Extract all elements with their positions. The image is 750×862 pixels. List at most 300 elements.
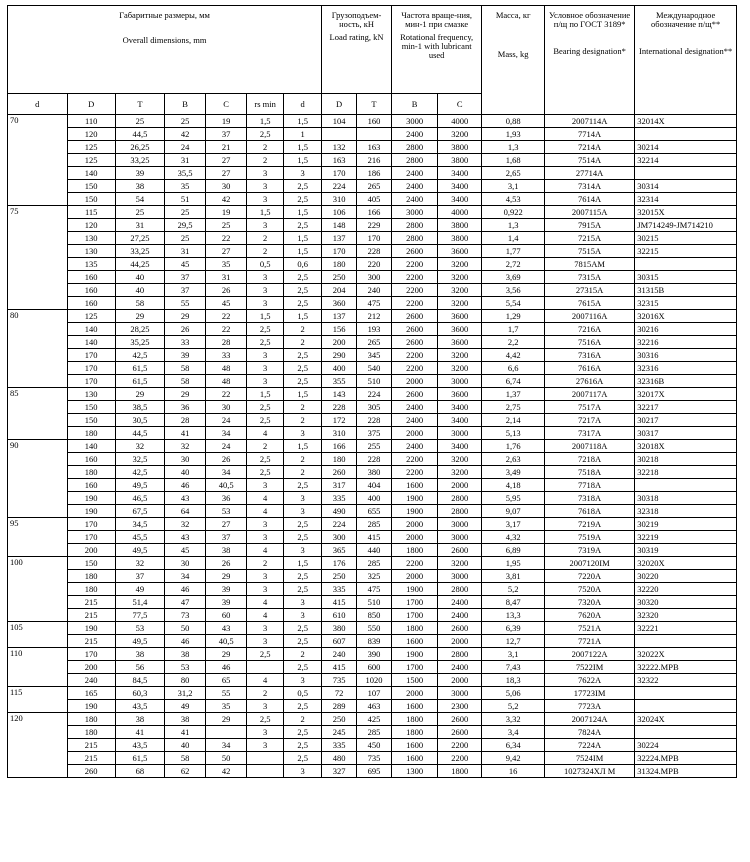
T-cell: 29: [115, 310, 164, 323]
d2-cell: 2: [284, 323, 322, 336]
table-row: [8, 492, 737, 505]
T-cell: 49,5: [115, 635, 164, 648]
table-row: [8, 232, 737, 245]
designation-cell: 7214A: [544, 141, 634, 154]
load-D-cell: 260: [322, 466, 357, 479]
load-D-cell: 400: [322, 362, 357, 375]
T-cell: 33,25: [115, 245, 164, 258]
freq-B-cell: 2600: [391, 323, 437, 336]
d2-cell: 2,5: [284, 349, 322, 362]
load-T-cell: 220: [357, 258, 392, 271]
D-cell: 140: [67, 336, 115, 349]
mass-cell: 4,18: [482, 479, 545, 492]
d2-cell: 2,5: [284, 531, 322, 544]
freq-C-cell: 4000: [438, 206, 482, 219]
international-cell: 32315: [635, 297, 737, 310]
table-row: [8, 765, 737, 778]
international-cell: 32220: [635, 583, 737, 596]
T-cell: 32,5: [115, 453, 164, 466]
bore-diameter-cell: 105: [8, 622, 68, 648]
mass-cell: 3,56: [482, 284, 545, 297]
international-cell: 30218: [635, 453, 737, 466]
d2-cell: 2: [284, 713, 322, 726]
B-cell: 38: [165, 648, 206, 661]
freq-B-cell: 2200: [391, 297, 437, 310]
freq-C-cell: 3400: [438, 193, 482, 206]
C-cell: 21: [206, 141, 247, 154]
designation-header-ru: Условное обозначение п/щ по ГОСТ 3189*: [549, 10, 631, 29]
B-cell: 42: [165, 128, 206, 141]
table-row: [8, 414, 737, 427]
international-cell: 32215: [635, 245, 737, 258]
C-cell: 27: [206, 167, 247, 180]
freq-B-cell: 2400: [391, 440, 437, 453]
C-cell: 60: [206, 609, 247, 622]
freq-C-cell: 2600: [438, 544, 482, 557]
designation-cell: 2007120IM: [544, 557, 634, 570]
mass-cell: 8,47: [482, 596, 545, 609]
load-D-cell: 607: [322, 635, 357, 648]
T-cell: 61,5: [115, 375, 164, 388]
rs-min-cell: 4: [247, 609, 284, 622]
international-cell: 30320: [635, 596, 737, 609]
rs-min-cell: 3: [247, 531, 284, 544]
freq-C-cell: 2000: [438, 674, 482, 687]
C-cell: 40,5: [206, 635, 247, 648]
rs-min-cell: 4: [247, 427, 284, 440]
d2-cell: 2,5: [284, 583, 322, 596]
C-cell: 43: [206, 622, 247, 635]
mass-cell: 5,06: [482, 687, 545, 700]
mass-cell: 4,42: [482, 349, 545, 362]
C-cell: 39: [206, 583, 247, 596]
international-cell: 30319: [635, 544, 737, 557]
rs-min-cell: 2,5: [247, 128, 284, 141]
T-cell: 27,25: [115, 232, 164, 245]
table-row: [8, 323, 737, 336]
d2-cell: 2,5: [284, 661, 322, 674]
d2-cell: 3: [284, 674, 322, 687]
freq-B-cell: 2600: [391, 245, 437, 258]
load-D-cell: 250: [322, 271, 357, 284]
d2-cell: 2,5: [284, 284, 322, 297]
T-cell: 30,5: [115, 414, 164, 427]
mass-header-ru: Масса, кг: [495, 10, 531, 20]
C-cell: 33: [206, 349, 247, 362]
mass-cell: 1,29: [482, 310, 545, 323]
freq-C-cell: 3800: [438, 154, 482, 167]
D-cell: 130: [67, 245, 115, 258]
D-cell: 150: [67, 401, 115, 414]
designation-cell: 7517A: [544, 401, 634, 414]
designation-cell: 2007118A: [544, 440, 634, 453]
freq-C-cell: 3200: [438, 297, 482, 310]
T-cell: 29: [115, 388, 164, 401]
load-D-cell: 335: [322, 583, 357, 596]
T-cell: 61,5: [115, 752, 164, 765]
mass-cell: 5,54: [482, 297, 545, 310]
T-cell: 34,5: [115, 518, 164, 531]
T-cell: 41: [115, 726, 164, 739]
T-cell: 32: [115, 557, 164, 570]
load-T-cell: 404: [357, 479, 392, 492]
international-cell: 32224.MPB: [635, 752, 737, 765]
freq-B-cell: 1900: [391, 492, 437, 505]
rs-min-cell: 2,5: [247, 453, 284, 466]
B-cell: 31: [165, 154, 206, 167]
international-cell: [635, 128, 737, 141]
load-D-cell: 245: [322, 726, 357, 739]
load-D-cell: 360: [322, 297, 357, 310]
d2-cell: 3: [284, 427, 322, 440]
load-T-cell: 400: [357, 492, 392, 505]
d2-cell: 1: [284, 128, 322, 141]
B-cell: 43: [165, 531, 206, 544]
d2-cell: 2: [284, 453, 322, 466]
freq-B-cell: 2400: [391, 401, 437, 414]
T-cell: 42,5: [115, 349, 164, 362]
bore-diameter-cell: 90: [8, 440, 68, 518]
international-cell: 32316B: [635, 375, 737, 388]
freq-C-cell: 3200: [438, 349, 482, 362]
table-row: [8, 167, 737, 180]
load-header: [322, 6, 392, 94]
T-cell: 35,25: [115, 336, 164, 349]
designation-cell: 7618A: [544, 505, 634, 518]
B-cell: 31,2: [165, 687, 206, 700]
rs-min-cell: 2,5: [247, 713, 284, 726]
freq-B-cell: 2800: [391, 219, 437, 232]
dimensions-header: [8, 6, 322, 94]
international-cell: 32216: [635, 336, 737, 349]
d2-cell: 0,5: [284, 687, 322, 700]
d2-cell: 3: [284, 544, 322, 557]
table-row: [8, 726, 737, 739]
D-cell: 125: [67, 141, 115, 154]
freq-C-cell: 2400: [438, 661, 482, 674]
freq-B-cell: 1800: [391, 544, 437, 557]
mass-cell: 2,75: [482, 401, 545, 414]
d2-cell: 2,5: [284, 518, 322, 531]
rs-min-cell: 3: [247, 362, 284, 375]
international-cell: 30220: [635, 570, 737, 583]
B-cell: 40: [165, 466, 206, 479]
designation-cell: 7615A: [544, 297, 634, 310]
table-row: [8, 115, 737, 128]
rs-min-cell: 3: [247, 726, 284, 739]
designation-cell: 1772ЗIM: [544, 687, 634, 700]
load-D-cell: 355: [322, 375, 357, 388]
table-row: [8, 674, 737, 687]
freq-C-cell: 3200: [438, 258, 482, 271]
international-cell: 32020X: [635, 557, 737, 570]
designation-cell: 7723A: [544, 700, 634, 713]
table-row: [8, 531, 737, 544]
T-cell: 53: [115, 622, 164, 635]
C-cell: 50: [206, 752, 247, 765]
d2-cell: 1,5: [284, 206, 322, 219]
freq-B-cell: 2600: [391, 336, 437, 349]
C-cell: 27: [206, 154, 247, 167]
international-cell: 30316: [635, 349, 737, 362]
table-row: [8, 310, 737, 323]
B-cell: 25: [165, 115, 206, 128]
d2-cell: 3: [284, 765, 322, 778]
freq-C-cell: 2800: [438, 583, 482, 596]
d2-cell: 2,5: [284, 180, 322, 193]
freq-C-cell: 2300: [438, 700, 482, 713]
B-cell: 30: [165, 557, 206, 570]
mass-cell: 3,1: [482, 648, 545, 661]
B-cell: 46: [165, 635, 206, 648]
d2-cell: 0,6: [284, 258, 322, 271]
d2-cell: 2,5: [284, 739, 322, 752]
freq-B-cell: 1600: [391, 479, 437, 492]
international-cell: 30224: [635, 739, 737, 752]
T-cell: 56: [115, 661, 164, 674]
freq-C-cell: 2600: [438, 622, 482, 635]
mass-cell: 1,3: [482, 219, 545, 232]
mass-cell: 3,1: [482, 180, 545, 193]
B-cell: 29: [165, 388, 206, 401]
D-cell: 165: [67, 687, 115, 700]
international-cell: JM714249-JM714210: [635, 219, 737, 232]
table-row: [8, 544, 737, 557]
designation-cell: 7520A: [544, 583, 634, 596]
B-cell: 25: [165, 206, 206, 219]
D-cell: 240: [67, 674, 115, 687]
d2-cell: 2: [284, 401, 322, 414]
designation-cell: 7216A: [544, 323, 634, 336]
designation-cell: 7815AM: [544, 258, 634, 271]
load-T-cell: 228: [357, 245, 392, 258]
rs-min-cell: 3: [247, 219, 284, 232]
subheader-C: C: [206, 94, 247, 115]
load-T-cell: 300: [357, 271, 392, 284]
freq-B-cell: 2400: [391, 193, 437, 206]
frequency-header: [391, 6, 481, 94]
d2-cell: 1,5: [284, 245, 322, 258]
bore-diameter-cell: 85: [8, 388, 68, 440]
freq-B-cell: 1800: [391, 622, 437, 635]
rs-min-cell: 2: [247, 687, 284, 700]
freq-B-cell: 3000: [391, 115, 437, 128]
bore-diameter-cell: 80: [8, 310, 68, 388]
freq-C-cell: 3200: [438, 271, 482, 284]
d2-cell: 2,5: [284, 726, 322, 739]
freq-B-cell: 2600: [391, 310, 437, 323]
D-cell: 160: [67, 479, 115, 492]
international-cell: 30314: [635, 180, 737, 193]
rs-min-cell: 4: [247, 544, 284, 557]
load-T-cell: 255: [357, 440, 392, 453]
designation-cell: 7714A: [544, 128, 634, 141]
freq-B-cell: 2400: [391, 167, 437, 180]
freq-B-cell: 2000: [391, 518, 437, 531]
mass-cell: 3,32: [482, 713, 545, 726]
C-cell: 34: [206, 427, 247, 440]
load-T-cell: 285: [357, 557, 392, 570]
load-D-cell: 204: [322, 284, 357, 297]
C-cell: 48: [206, 362, 247, 375]
table-row: [8, 258, 737, 271]
load-D-cell: 335: [322, 739, 357, 752]
B-cell: 26: [165, 323, 206, 336]
mass-cell: 3,4: [482, 726, 545, 739]
T-cell: 51,4: [115, 596, 164, 609]
D-cell: 180: [67, 427, 115, 440]
table-row: [8, 466, 737, 479]
mass-cell: 6,39: [482, 622, 545, 635]
freq-C-cell: 2400: [438, 609, 482, 622]
freq-C-cell: 3200: [438, 557, 482, 570]
D-cell: 200: [67, 661, 115, 674]
freq-B-cell: 2200: [391, 349, 437, 362]
international-cell: [635, 258, 737, 271]
C-cell: 37: [206, 128, 247, 141]
international-cell: 30219: [635, 518, 737, 531]
mass-cell: 0,88: [482, 115, 545, 128]
designation-cell: 2007115A: [544, 206, 634, 219]
load-T-cell: 415: [357, 531, 392, 544]
load-T-cell: 240: [357, 284, 392, 297]
B-cell: 39: [165, 349, 206, 362]
freq-B-cell: 1600: [391, 700, 437, 713]
load-T-cell: 380: [357, 466, 392, 479]
B-cell: 34: [165, 570, 206, 583]
C-cell: 53: [206, 505, 247, 518]
mass-cell: 2,72: [482, 258, 545, 271]
rs-min-cell: [247, 765, 284, 778]
designation-cell: 7518A: [544, 466, 634, 479]
international-cell: 31315B: [635, 284, 737, 297]
C-cell: 36: [206, 492, 247, 505]
load-T-cell: 285: [357, 726, 392, 739]
bore-diameter-cell: 75: [8, 206, 68, 310]
B-cell: 29,5: [165, 219, 206, 232]
load-T-cell: 166: [357, 206, 392, 219]
frequency-header-en: Rotational frequency, min-1 with lubricant used: [400, 31, 474, 60]
B-cell: 40: [165, 739, 206, 752]
d2-cell: 1,5: [284, 557, 322, 570]
D-cell: 215: [67, 739, 115, 752]
D-cell: 160: [67, 271, 115, 284]
table-row: [8, 440, 737, 453]
load-T-cell: 325: [357, 570, 392, 583]
mass-cell: 16: [482, 765, 545, 778]
designation-cell: 7314A: [544, 180, 634, 193]
freq-B-cell: 2800: [391, 232, 437, 245]
load-D-cell: 310: [322, 427, 357, 440]
table-row: [8, 596, 737, 609]
subheader-D: D: [67, 94, 115, 115]
load-D-cell: 224: [322, 180, 357, 193]
load-D-cell: 132: [322, 141, 357, 154]
C-cell: 28: [206, 336, 247, 349]
C-cell: 34: [206, 466, 247, 479]
d2-cell: 2: [284, 466, 322, 479]
dimensions-header-en: Overall dimensions, mm: [122, 34, 207, 45]
C-cell: 19: [206, 206, 247, 219]
designation-cell: 7514A: [544, 154, 634, 167]
load-D-cell: 335: [322, 492, 357, 505]
freq-B-cell: 2200: [391, 362, 437, 375]
mass-cell: 1,7: [482, 323, 545, 336]
T-cell: 40: [115, 271, 164, 284]
D-cell: 180: [67, 583, 115, 596]
mass-cell: 6,34: [482, 739, 545, 752]
freq-C-cell: 3200: [438, 466, 482, 479]
mass-cell: 7,43: [482, 661, 545, 674]
designation-cell: 7224A: [544, 739, 634, 752]
subheader-load-T: T: [357, 94, 392, 115]
B-cell: 73: [165, 609, 206, 622]
load-T-cell: 510: [357, 596, 392, 609]
rs-min-cell: 3: [247, 635, 284, 648]
C-cell: 65: [206, 674, 247, 687]
bore-diameter-cell: 100: [8, 557, 68, 622]
d2-cell: 3: [284, 596, 322, 609]
rs-min-cell: 2: [247, 557, 284, 570]
freq-B-cell: 2000: [391, 427, 437, 440]
mass-cell: 3,17: [482, 518, 545, 531]
table-row: [8, 128, 737, 141]
T-cell: 44,5: [115, 128, 164, 141]
designation-cell: 2007117A: [544, 388, 634, 401]
B-cell: 38: [165, 713, 206, 726]
d2-cell: 1,5: [284, 154, 322, 167]
D-cell: 150: [67, 557, 115, 570]
freq-C-cell: 2800: [438, 505, 482, 518]
T-cell: 38,5: [115, 401, 164, 414]
d2-cell: 2: [284, 414, 322, 427]
D-cell: 215: [67, 752, 115, 765]
load-T-cell: 186: [357, 167, 392, 180]
freq-C-cell: 3800: [438, 219, 482, 232]
table-row: [8, 180, 737, 193]
load-T-cell: 212: [357, 310, 392, 323]
load-D-cell: 240: [322, 648, 357, 661]
rs-min-cell: 1,5: [247, 206, 284, 219]
C-cell: 40,5: [206, 479, 247, 492]
B-cell: 24: [165, 141, 206, 154]
D-cell: 120: [67, 128, 115, 141]
designation-cell: 7522IM: [544, 661, 634, 674]
C-cell: 42: [206, 193, 247, 206]
freq-C-cell: 3200: [438, 128, 482, 141]
load-D-cell: 170: [322, 245, 357, 258]
load-T-cell: 193: [357, 323, 392, 336]
freq-B-cell: 2000: [391, 531, 437, 544]
d2-cell: 2,5: [284, 479, 322, 492]
international-cell: 32015X: [635, 206, 737, 219]
D-cell: 140: [67, 323, 115, 336]
freq-B-cell: 1800: [391, 726, 437, 739]
load-D-cell: 180: [322, 453, 357, 466]
freq-C-cell: 1800: [438, 765, 482, 778]
rs-min-cell: 3: [247, 700, 284, 713]
load-T-cell: 510: [357, 375, 392, 388]
rs-min-cell: 3: [247, 297, 284, 310]
load-T-cell: [357, 128, 392, 141]
C-cell: 27: [206, 245, 247, 258]
d2-cell: 2: [284, 336, 322, 349]
table-row: [8, 388, 737, 401]
D-cell: 130: [67, 232, 115, 245]
mass-cell: 6,89: [482, 544, 545, 557]
C-cell: 55: [206, 687, 247, 700]
mass-cell: 5,2: [482, 583, 545, 596]
